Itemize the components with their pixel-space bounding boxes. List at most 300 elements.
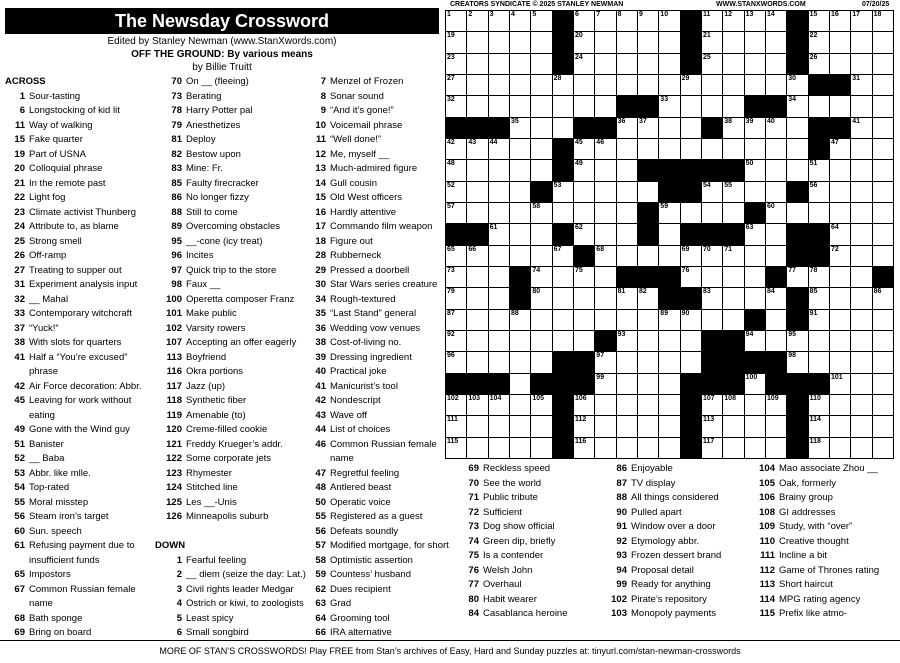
grid-cell[interactable] [851, 224, 872, 245]
grid-cell[interactable] [617, 224, 638, 245]
grid-cell[interactable] [617, 160, 638, 181]
grid-cell[interactable] [745, 118, 766, 139]
grid-cell[interactable] [531, 203, 552, 224]
grid-cell[interactable] [489, 75, 510, 96]
grid-cell[interactable] [723, 246, 744, 267]
grid-cell[interactable] [745, 416, 766, 437]
grid-cell[interactable] [617, 438, 638, 459]
grid-cell[interactable] [766, 246, 787, 267]
grid-cell[interactable] [659, 118, 680, 139]
grid-cell[interactable] [510, 310, 531, 331]
grid-cell[interactable] [681, 331, 702, 352]
grid-cell[interactable] [531, 310, 552, 331]
grid-cell[interactable] [446, 395, 467, 416]
grid-cell[interactable] [510, 224, 531, 245]
grid-cell[interactable] [446, 75, 467, 96]
grid-cell[interactable] [809, 203, 830, 224]
grid-cell[interactable] [659, 139, 680, 160]
grid-cell[interactable] [851, 288, 872, 309]
grid-cell[interactable] [510, 11, 531, 32]
grid-cell[interactable] [809, 331, 830, 352]
grid-cell[interactable] [595, 352, 616, 373]
grid-cell[interactable] [446, 11, 467, 32]
grid-cell[interactable] [531, 139, 552, 160]
grid-cell[interactable] [510, 96, 531, 117]
grid-cell[interactable] [489, 416, 510, 437]
grid-cell[interactable] [553, 310, 574, 331]
grid-cell[interactable] [574, 395, 595, 416]
grid-cell[interactable] [681, 139, 702, 160]
grid-cell[interactable] [531, 352, 552, 373]
grid-cell[interactable] [723, 267, 744, 288]
grid-cell[interactable] [510, 203, 531, 224]
grid-cell[interactable] [617, 139, 638, 160]
grid-cell[interactable] [531, 331, 552, 352]
grid-cell[interactable] [681, 118, 702, 139]
grid-cell[interactable] [723, 395, 744, 416]
grid-cell[interactable] [595, 75, 616, 96]
grid-cell[interactable] [510, 331, 531, 352]
grid-cell[interactable] [723, 288, 744, 309]
grid-cell[interactable] [681, 310, 702, 331]
grid-cell[interactable] [873, 310, 894, 331]
grid-cell[interactable] [446, 96, 467, 117]
grid-cell[interactable] [745, 11, 766, 32]
grid-cell[interactable] [873, 75, 894, 96]
grid-cell[interactable] [659, 54, 680, 75]
grid-cell[interactable] [595, 54, 616, 75]
grid-cell[interactable] [745, 288, 766, 309]
grid-cell[interactable] [467, 203, 488, 224]
grid-cell[interactable] [851, 331, 872, 352]
grid-cell[interactable] [830, 288, 851, 309]
grid-cell[interactable] [681, 96, 702, 117]
grid-cell[interactable] [595, 246, 616, 267]
grid-cell[interactable] [489, 224, 510, 245]
grid-cell[interactable] [766, 182, 787, 203]
grid-cell[interactable] [638, 331, 659, 352]
grid-cell[interactable] [489, 331, 510, 352]
grid-cell[interactable] [446, 331, 467, 352]
grid-cell[interactable] [702, 139, 723, 160]
crossword-grid[interactable] [445, 10, 894, 459]
grid-cell[interactable] [809, 288, 830, 309]
grid-cell[interactable] [873, 416, 894, 437]
grid-cell[interactable] [446, 288, 467, 309]
grid-cell[interactable] [489, 395, 510, 416]
grid-cell[interactable] [638, 118, 659, 139]
grid-cell[interactable] [659, 310, 680, 331]
grid-cell[interactable] [873, 139, 894, 160]
grid-cell[interactable] [745, 331, 766, 352]
grid-cell[interactable] [766, 310, 787, 331]
grid-cell[interactable] [617, 395, 638, 416]
grid-cell[interactable] [595, 203, 616, 224]
grid-cell[interactable] [446, 352, 467, 373]
grid-cell[interactable] [851, 32, 872, 53]
grid-cell[interactable] [809, 32, 830, 53]
grid-cell[interactable] [638, 75, 659, 96]
grid-cell[interactable] [787, 75, 808, 96]
grid-cell[interactable] [595, 395, 616, 416]
grid-cell[interactable] [723, 438, 744, 459]
grid-cell[interactable] [873, 438, 894, 459]
grid-cell[interactable] [766, 416, 787, 437]
grid-cell[interactable] [809, 438, 830, 459]
grid-cell[interactable] [531, 75, 552, 96]
grid-cell[interactable] [467, 352, 488, 373]
grid-cell[interactable] [467, 160, 488, 181]
grid-cell[interactable] [787, 118, 808, 139]
grid-cell[interactable] [595, 160, 616, 181]
grid-cell[interactable] [510, 374, 531, 395]
grid-cell[interactable] [659, 203, 680, 224]
grid-cell[interactable] [873, 395, 894, 416]
grid-cell[interactable] [723, 310, 744, 331]
grid-cell[interactable] [851, 54, 872, 75]
grid-cell[interactable] [510, 182, 531, 203]
grid-cell[interactable] [809, 182, 830, 203]
grid-cell[interactable] [851, 160, 872, 181]
grid-cell[interactable] [446, 267, 467, 288]
grid-cell[interactable] [617, 203, 638, 224]
grid-cell[interactable] [595, 310, 616, 331]
grid-cell[interactable] [531, 11, 552, 32]
grid-cell[interactable] [745, 224, 766, 245]
grid-cell[interactable] [510, 75, 531, 96]
grid-cell[interactable] [467, 288, 488, 309]
grid-cell[interactable] [638, 374, 659, 395]
grid-cell[interactable] [851, 203, 872, 224]
grid-cell[interactable] [766, 75, 787, 96]
grid-cell[interactable] [851, 395, 872, 416]
grid-cell[interactable] [531, 416, 552, 437]
grid-cell[interactable] [595, 288, 616, 309]
grid-cell[interactable] [830, 54, 851, 75]
grid-cell[interactable] [787, 139, 808, 160]
grid-cell[interactable] [851, 75, 872, 96]
grid-cell[interactable] [595, 182, 616, 203]
grid-cell[interactable] [510, 160, 531, 181]
grid-cell[interactable] [681, 267, 702, 288]
grid-cell[interactable] [574, 267, 595, 288]
grid-cell[interactable] [787, 160, 808, 181]
grid-cell[interactable] [659, 395, 680, 416]
grid-cell[interactable] [830, 203, 851, 224]
grid-cell[interactable] [681, 246, 702, 267]
grid-cell[interactable] [446, 310, 467, 331]
grid-cell[interactable] [702, 246, 723, 267]
grid-cell[interactable] [766, 395, 787, 416]
grid-cell[interactable] [446, 203, 467, 224]
grid-cell[interactable] [873, 352, 894, 373]
grid-cell[interactable] [659, 416, 680, 437]
grid-cell[interactable] [851, 139, 872, 160]
grid-cell[interactable] [702, 310, 723, 331]
grid-cell[interactable] [702, 267, 723, 288]
grid-cell[interactable] [702, 32, 723, 53]
grid-cell[interactable] [766, 331, 787, 352]
grid-cell[interactable] [830, 352, 851, 373]
grid-cell[interactable] [446, 246, 467, 267]
grid-cell[interactable] [723, 203, 744, 224]
grid-cell[interactable] [489, 96, 510, 117]
grid-cell[interactable] [723, 11, 744, 32]
grid-cell[interactable] [531, 267, 552, 288]
grid-cell[interactable] [467, 32, 488, 53]
grid-cell[interactable] [873, 203, 894, 224]
grid-cell[interactable] [659, 352, 680, 373]
grid-cell[interactable] [467, 267, 488, 288]
grid-cell[interactable] [723, 118, 744, 139]
grid-cell[interactable] [723, 32, 744, 53]
grid-cell[interactable] [595, 32, 616, 53]
grid-cell[interactable] [638, 139, 659, 160]
grid-cell[interactable] [553, 246, 574, 267]
grid-cell[interactable] [873, 182, 894, 203]
grid-cell[interactable] [510, 416, 531, 437]
grid-cell[interactable] [489, 288, 510, 309]
grid-cell[interactable] [723, 416, 744, 437]
grid-cell[interactable] [873, 11, 894, 32]
grid-cell[interactable] [745, 438, 766, 459]
grid-cell[interactable] [467, 310, 488, 331]
grid-cell[interactable] [681, 75, 702, 96]
grid-cell[interactable] [467, 75, 488, 96]
grid-cell[interactable] [873, 54, 894, 75]
grid-cell[interactable] [745, 75, 766, 96]
grid-cell[interactable] [830, 246, 851, 267]
grid-cell[interactable] [574, 416, 595, 437]
grid-cell[interactable] [553, 96, 574, 117]
grid-cell[interactable] [851, 438, 872, 459]
grid-cell[interactable] [638, 288, 659, 309]
grid-cell[interactable] [617, 416, 638, 437]
grid-cell[interactable] [766, 160, 787, 181]
grid-cell[interactable] [489, 11, 510, 32]
grid-cell[interactable] [489, 32, 510, 53]
grid-cell[interactable] [766, 224, 787, 245]
grid-cell[interactable] [617, 182, 638, 203]
grid-cell[interactable] [489, 203, 510, 224]
grid-cell[interactable] [809, 416, 830, 437]
grid-cell[interactable] [574, 160, 595, 181]
grid-cell[interactable] [574, 331, 595, 352]
grid-cell[interactable] [574, 310, 595, 331]
grid-cell[interactable] [617, 54, 638, 75]
grid-cell[interactable] [702, 11, 723, 32]
grid-cell[interactable] [659, 11, 680, 32]
grid-cell[interactable] [809, 54, 830, 75]
grid-cell[interactable] [851, 267, 872, 288]
grid-cell[interactable] [659, 75, 680, 96]
grid-cell[interactable] [659, 224, 680, 245]
grid-cell[interactable] [723, 54, 744, 75]
grid-cell[interactable] [446, 160, 467, 181]
grid-cell[interactable] [830, 32, 851, 53]
grid-cell[interactable] [595, 267, 616, 288]
grid-cell[interactable] [617, 118, 638, 139]
grid-cell[interactable] [574, 438, 595, 459]
grid-cell[interactable] [745, 267, 766, 288]
grid-cell[interactable] [489, 352, 510, 373]
grid-cell[interactable] [638, 438, 659, 459]
grid-cell[interactable] [830, 96, 851, 117]
grid-cell[interactable] [595, 139, 616, 160]
grid-cell[interactable] [510, 139, 531, 160]
grid-cell[interactable] [830, 182, 851, 203]
grid-cell[interactable] [595, 96, 616, 117]
grid-cell[interactable] [446, 182, 467, 203]
grid-cell[interactable] [574, 32, 595, 53]
grid-cell[interactable] [702, 96, 723, 117]
grid-cell[interactable] [851, 96, 872, 117]
grid-cell[interactable] [638, 182, 659, 203]
grid-cell[interactable] [873, 32, 894, 53]
grid-cell[interactable] [809, 96, 830, 117]
grid-cell[interactable] [617, 246, 638, 267]
grid-cell[interactable] [745, 160, 766, 181]
grid-cell[interactable] [510, 54, 531, 75]
grid-cell[interactable] [659, 96, 680, 117]
grid-cell[interactable] [489, 139, 510, 160]
grid-cell[interactable] [745, 182, 766, 203]
grid-cell[interactable] [574, 224, 595, 245]
grid-cell[interactable] [531, 118, 552, 139]
grid-cell[interactable] [638, 395, 659, 416]
grid-cell[interactable] [489, 267, 510, 288]
grid-cell[interactable] [595, 374, 616, 395]
grid-cell[interactable] [723, 139, 744, 160]
grid-cell[interactable] [787, 96, 808, 117]
grid-cell[interactable] [553, 331, 574, 352]
grid-cell[interactable] [873, 224, 894, 245]
grid-cell[interactable] [617, 11, 638, 32]
grid-cell[interactable] [723, 182, 744, 203]
grid-cell[interactable] [446, 139, 467, 160]
grid-cell[interactable] [531, 224, 552, 245]
grid-cell[interactable] [873, 246, 894, 267]
grid-cell[interactable] [467, 139, 488, 160]
grid-cell[interactable] [617, 352, 638, 373]
grid-cell[interactable] [467, 246, 488, 267]
grid-cell[interactable] [553, 288, 574, 309]
grid-cell[interactable] [467, 438, 488, 459]
grid-cell[interactable] [531, 32, 552, 53]
grid-cell[interactable] [681, 352, 702, 373]
grid-cell[interactable] [745, 395, 766, 416]
grid-cell[interactable] [830, 11, 851, 32]
grid-cell[interactable] [531, 395, 552, 416]
grid-cell[interactable] [617, 331, 638, 352]
grid-cell[interactable] [830, 416, 851, 437]
grid-cell[interactable] [830, 224, 851, 245]
grid-cell[interactable] [766, 11, 787, 32]
grid-cell[interactable] [830, 395, 851, 416]
grid-cell[interactable] [467, 395, 488, 416]
grid-cell[interactable] [617, 75, 638, 96]
grid-cell[interactable] [745, 32, 766, 53]
grid-cell[interactable] [766, 32, 787, 53]
grid-cell[interactable] [467, 96, 488, 117]
grid-cell[interactable] [702, 182, 723, 203]
grid-cell[interactable] [595, 224, 616, 245]
grid-cell[interactable] [873, 96, 894, 117]
grid-cell[interactable] [659, 32, 680, 53]
grid-cell[interactable] [766, 203, 787, 224]
grid-cell[interactable] [851, 374, 872, 395]
grid-cell[interactable] [574, 11, 595, 32]
grid-cell[interactable] [510, 118, 531, 139]
grid-cell[interactable] [638, 416, 659, 437]
grid-cell[interactable] [574, 75, 595, 96]
grid-cell[interactable] [489, 246, 510, 267]
grid-cell[interactable] [659, 246, 680, 267]
grid-cell[interactable] [851, 246, 872, 267]
grid-cell[interactable] [851, 310, 872, 331]
grid-cell[interactable] [489, 160, 510, 181]
grid-cell[interactable] [638, 11, 659, 32]
grid-cell[interactable] [638, 54, 659, 75]
grid-cell[interactable] [702, 416, 723, 437]
grid-cell[interactable] [766, 438, 787, 459]
grid-cell[interactable] [787, 331, 808, 352]
grid-cell[interactable] [745, 139, 766, 160]
grid-cell[interactable] [830, 267, 851, 288]
grid-cell[interactable] [809, 310, 830, 331]
grid-cell[interactable] [510, 32, 531, 53]
grid-cell[interactable] [553, 267, 574, 288]
grid-cell[interactable] [638, 32, 659, 53]
grid-cell[interactable] [467, 331, 488, 352]
grid-cell[interactable] [702, 288, 723, 309]
grid-cell[interactable] [809, 267, 830, 288]
grid-cell[interactable] [574, 203, 595, 224]
grid-cell[interactable] [851, 11, 872, 32]
grid-cell[interactable] [809, 160, 830, 181]
grid-cell[interactable] [766, 288, 787, 309]
grid-cell[interactable] [467, 11, 488, 32]
grid-cell[interactable] [702, 395, 723, 416]
grid-cell[interactable] [510, 246, 531, 267]
grid-cell[interactable] [787, 203, 808, 224]
grid-cell[interactable] [702, 203, 723, 224]
grid-cell[interactable] [745, 246, 766, 267]
grid-cell[interactable] [873, 160, 894, 181]
grid-cell[interactable] [723, 96, 744, 117]
grid-cell[interactable] [510, 395, 531, 416]
grid-cell[interactable] [830, 374, 851, 395]
grid-cell[interactable] [851, 352, 872, 373]
grid-cell[interactable] [809, 352, 830, 373]
grid-cell[interactable] [595, 416, 616, 437]
grid-cell[interactable] [467, 416, 488, 437]
grid-cell[interactable] [595, 11, 616, 32]
grid-cell[interactable] [702, 438, 723, 459]
grid-cell[interactable] [638, 352, 659, 373]
grid-cell[interactable] [723, 75, 744, 96]
grid-cell[interactable] [617, 374, 638, 395]
grid-cell[interactable] [510, 352, 531, 373]
grid-cell[interactable] [766, 139, 787, 160]
grid-cell[interactable] [830, 438, 851, 459]
grid-cell[interactable] [531, 160, 552, 181]
grid-cell[interactable] [510, 438, 531, 459]
grid-cell[interactable] [617, 32, 638, 53]
grid-cell[interactable] [553, 182, 574, 203]
grid-cell[interactable] [766, 118, 787, 139]
grid-cell[interactable] [574, 96, 595, 117]
